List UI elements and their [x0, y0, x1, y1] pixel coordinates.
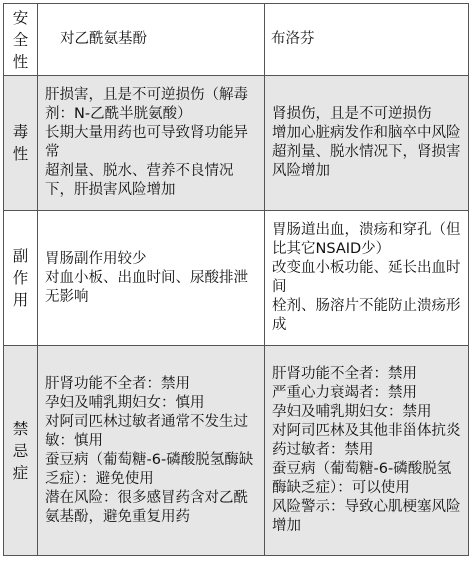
toxicity-label: 毒 性	[4, 76, 38, 211]
toxicity-acetaminophen-cell	[38, 76, 265, 211]
safety-comparison-table	[3, 3, 469, 556]
side-effects-ibuprofen-line: 胃肠道出血，溃疡和穿孔（但比其它NSAID少）	[272, 222, 461, 257]
contraindications-acetaminophen-line: 孕妇及哺乳期妇女：慎用	[45, 394, 205, 411]
toxicity-acetaminophen-line: 长期大量用药也可导致肾功能异常	[45, 125, 248, 160]
toxicity-ibuprofen-line: 超剂量、脱水情况下，肾损害风险增加	[272, 144, 461, 179]
contraindications-label: 禁 忌 症	[4, 346, 38, 556]
side-effects-label: 副 作 用	[4, 211, 38, 346]
header-safety-label: 安 全 性	[4, 4, 38, 76]
contraindications-ibuprofen-line: 对阿司匹林及其他非甾体抗炎药过敏者：禁用	[272, 423, 461, 458]
side-effects-ibuprofen-line: 栓剂、肠溶片不能防止溃疡形成	[272, 298, 461, 333]
contraindications-ibuprofen-line: 孕妇及哺乳期妇女：禁用	[272, 404, 432, 420]
contraindications-ibuprofen-line: 蚕豆病（葡萄糖-6-磷酸脱氢酶缺乏症）：可以使用	[272, 461, 452, 496]
header-ibuprofen: 布洛芬	[265, 4, 469, 76]
contraindications-ibuprofen-line: 风险警示：导致心肌梗塞风险增加	[272, 499, 461, 534]
contraindications-ibuprofen-line: 严重心力衰竭者：禁用	[272, 385, 417, 401]
side-effects-acetaminophen-line: 对血小板、出血时间、尿酸排泄无影响	[45, 269, 248, 305]
contraindications-acetaminophen-line: 潜在风险：很多感冒药含对乙酰氨基酚，避免重复用药	[45, 489, 248, 525]
side-effects-acetaminophen-line: 胃肠副作用较少	[45, 250, 147, 267]
contraindications-row	[4, 346, 469, 556]
toxicity-ibuprofen-cell	[265, 76, 469, 211]
toxicity-acetaminophen-line: 肝损害，且是不可逆损伤（解毒剂：N-乙酰半胱氨酸）	[45, 87, 248, 122]
toxicity-ibuprofen-line: 肾损伤，且是不可逆损伤	[272, 106, 432, 122]
side-effects-ibuprofen-line: 改变血小板功能、延长出血时间	[272, 260, 461, 295]
contraindications-acetaminophen-line: 肝肾功能不全者：禁用	[45, 375, 190, 392]
contraindications-ibuprofen-line: 肝肾功能不全者：禁用	[272, 366, 417, 382]
contraindications-acetaminophen-cell	[38, 346, 265, 556]
header-acetaminophen: 对乙酰氨基酚	[38, 4, 265, 76]
side-effects-acetaminophen-cell	[38, 211, 265, 346]
contraindications-acetaminophen-line: 对阿司匹林过敏者通常不发生过敏：慎用	[45, 413, 248, 449]
contraindications-ibuprofen-cell	[265, 346, 469, 556]
side-effects-row	[4, 211, 469, 346]
contraindications-acetaminophen-line: 蚕豆病（葡萄糖-6-磷酸脱氢酶缺乏症）：避免使用	[45, 451, 254, 487]
side-effects-ibuprofen-cell	[265, 211, 469, 346]
header-row	[4, 4, 469, 76]
toxicity-ibuprofen-line: 增加心脏病发作和脑卒中风险	[272, 125, 461, 141]
toxicity-row	[4, 76, 469, 211]
toxicity-acetaminophen-line: 超剂量、脱水、营养不良情况下，肝损害风险增加	[45, 163, 234, 198]
